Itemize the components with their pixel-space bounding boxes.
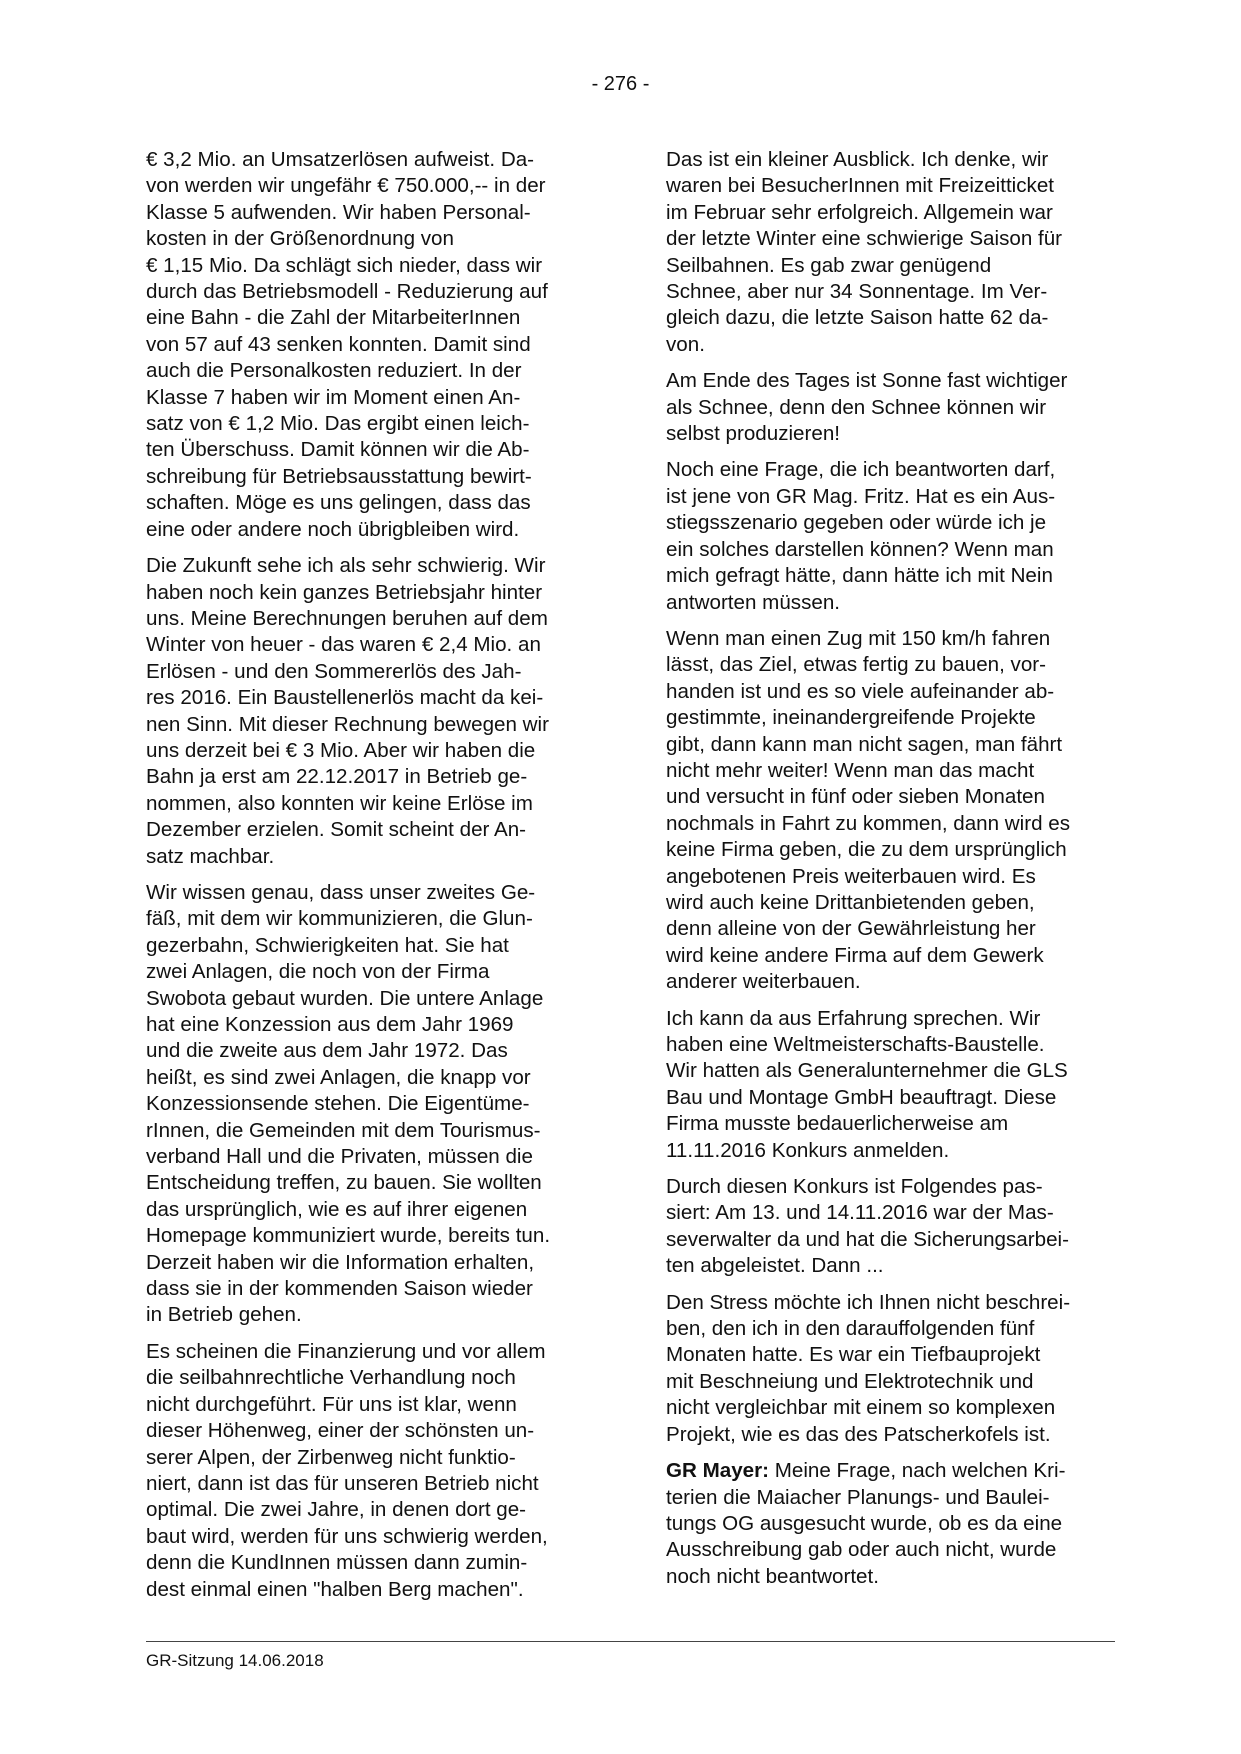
footer-text: GR-Sitzung 14.06.2018: [146, 1651, 324, 1670]
paragraph: € 3,2 Mio. an Umsatzerlösen aufweist. Da- von werden wir ungefähr € 750.000,-- in der Klasse 5 aufwenden. Wir haben Personal- kosten in der Größenordnung von € 1,15 Mio. Da schlägt sich nieder, dass wir durch das Betriebsmodell - Reduzierung auf eine Bahn - die Zahl der MitarbeiterInnen von 57 auf 43 senken konnten. Damit sind auch die Personalkosten reduziert. In der Klasse 7 haben wir im Moment einen An- satz von € 1,2 Mio. Das ergibt einen leich- ten Überschuss. Damit können wir die Ab- schreibung für Betriebsausstattung bewirt- schaften. Möge es uns gelingen, dass das eine oder andere noch übrigbleiben wird.: [146, 148, 548, 541]
speaker-text: Meine Frage, nach welchen Kri- terien die Maiacher Planungs- und Baulei- tungs OG ausgesucht wurde, ob es da eine Ausschreibung gab oder auch nicht, wurde noch nicht beantwortet.: [666, 1459, 1066, 1588]
paragraph: Ich kann da aus Erfahrung sprechen. Wir haben eine Weltmeisterschafts-Baustelle. Wir hatten als Generalunternehmer die GLS Bau und Montage GmbH beauftragt. Diese Firma musste bedauerlicherweise am 11.11.2016 Konkurs anmelden.: [666, 1006, 1068, 1162]
left-column: [146, 147, 600, 1613]
paragraph: Am Ende des Tages ist Sonne fast wichtiger als Schnee, denn den Schnee können wir selbst produzieren!: [666, 369, 1068, 446]
paragraph: Wenn man einen Zug mit 150 km/h fahren lässt, das Ziel, etwas fertig zu bauen, vor- handen ist und es so viele aufeinander ab- gestimmte, ineinandergreifende Projekte gibt, dann kann man nicht sagen, man fährt nicht mehr weiter! Wenn man das macht und versucht in fünf oder sieben Monaten nochmals in Fahrt zu kommen, dann wird es keine Firma geben, die zu dem ursprünglich angebotenen Preis weiterbauen wird. Es wird auch keine Drittanbietenden geben, denn alleine von der Gewährleistung her wird keine andere Firma auf dem Gewerk anderer weiterbauen.: [666, 626, 1071, 994]
page-number: - 276 -: [591, 73, 650, 95]
paragraph: Durch diesen Konkurs ist Folgendes pas- siert: Am 13. und 14.11.2016 war der Mas- severwalter da und hat die Sicherungsarbei- ten abgeleistet. Dann ...: [666, 1175, 1069, 1278]
speaker-paragraph: [666, 1458, 1120, 1590]
paragraph: Die Zukunft sehe ich als sehr schwierig. Wir haben noch kein ganzes Betriebsjahr hinter uns. Meine Berechnungen beruhen auf dem Winter von heuer - das waren € 2,4 Mio. an Erlösen - und den Sommererlös des Jah- res 2016. Ein Baustellenerlös macht da kei- nen Sinn. Mit dieser Rechnung bewegen wir uns derzeit bei € 3 Mio. Aber wir haben die Bahn ja erst am 22.12.2017 in Betrieb ge- nommen, also konnten wir keine Erlöse im Dezember erzielen. Somit scheint der An- satz machbar.: [146, 554, 549, 868]
paragraph: Das ist ein kleiner Ausblick. Ich denke, wir waren bei BesucherInnen mit Freizeitticket im Februar sehr erfolgreich. Allgemein war der letzte Winter eine schwierige Saison für Seilbahnen. Es gab zwar genügend Schnee, aber nur 34 Sonnentage. Im Ver- gleich dazu, die letzte Saison hatte 62 da- von.: [666, 148, 1063, 356]
speaker-name: GR Mayer:: [666, 1459, 769, 1483]
footer-divider: [146, 1641, 1115, 1642]
paragraph: Wir wissen genau, dass unser zweites Ge- fäß, mit dem wir kommunizieren, die Glun- gezerbahn, Schwierigkeiten hat. Sie hat zwei Anlagen, die noch von der Firma Swobota gebaut wurden. Die untere Anlage hat eine Konzession aus dem Jahr 1969 und die zweite aus dem Jahr 1972. Das heißt, es sind zwei Anlagen, die knapp vor Konzessionsende stehen. Die Eigentüme- rInnen, die Gemeinden mit dem Tourismus- verband Hall und die Privaten, müssen die Entscheidung treffen, zu bauen. Sie wollten das ursprünglich, wie es auf ihrer eigenen Homepage kommuniziert wurde, bereits tun. Derzeit haben wir die Information erhalten, dass sie in der kommenden Saison wieder in Betrieb gehen.: [146, 880, 551, 1327]
paragraph: Den Stress möchte ich Ihnen nicht beschrei- ben, den ich in den darauffolgenden fünf Monaten hatte. Es war ein Tiefbauprojekt mit Beschneiung und Elektrotechnik und nicht vergleichbar mit einem so komplexen Projekt, wie es das des Patscherkofels ist.: [666, 1290, 1071, 1446]
paragraph: Noch eine Frage, die ich beantworten darf, ist jene von GR Mag. Fritz. Hat es ein Aus- stiegsszenario gegeben oder würde ich je ein solches darstellen können? Wenn man mich gefragt hätte, dann hätte ich mit Nein antworten müssen.: [666, 458, 1056, 614]
right-column: [666, 147, 1120, 1600]
paragraph: Es scheinen die Finanzierung und vor allem die seilbahnrechtliche Verhandlung noch nicht durchgeführt. Für uns ist klar, wenn dieser Höhenweg, einer der schönsten un- serer Alpen, der Zirbenweg nicht funktio- niert, dann ist das für unseren Betrieb nicht optimal. Die zwei Jahre, in denen dort ge- baut wird, werden für uns schwierig werden, denn die KundInnen müssen dann zumin- dest einmal einen "halben Berg machen".: [146, 1339, 548, 1601]
